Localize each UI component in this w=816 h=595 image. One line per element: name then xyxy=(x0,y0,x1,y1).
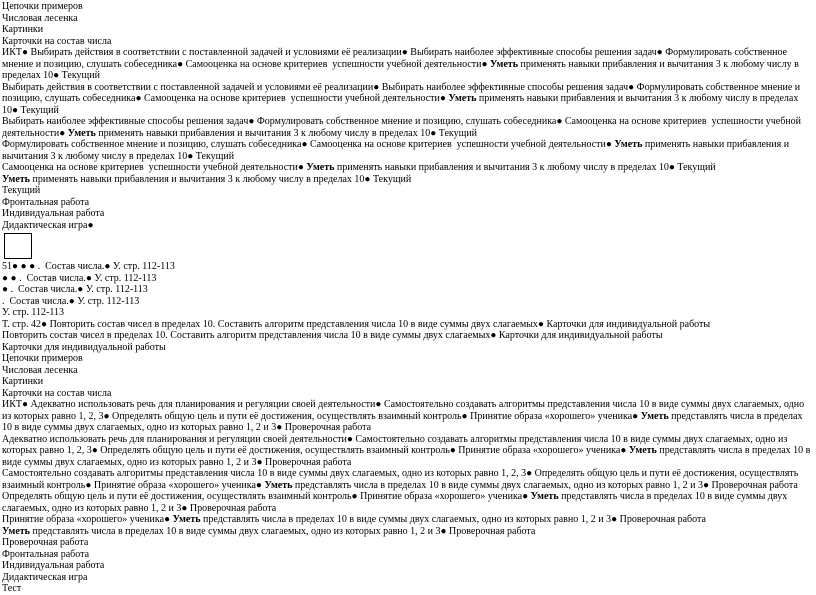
bold-keyword: Уметь xyxy=(306,162,335,173)
text-line-16: ● ● . Состав числа.● У. стр. 112-113 xyxy=(2,272,157,284)
text-line-10: Текущий xyxy=(2,185,41,196)
text-line-28: Адекватно использовать речь для планирования и регуляции своей деятельности● Самостоятельно создавать алгоритмы представления числа 10 в виде суммы двух слагаемых, одно из которых равно 1, 2, 3● Определять общую цель и пути её достижения, осуществлять взаимный контроль● Принятие образа «хорошего» ученика● Уметь представлять числа в пределах 10 в виде суммы двух слагаемых, одно из которых равно 1, 2 и 3● Проверочная работа xyxy=(2,433,813,468)
bold-keyword: Уметь xyxy=(614,139,643,150)
text-line-26: Карточки на состав числа xyxy=(2,387,112,399)
text-line-0: Цепочки примеров xyxy=(2,1,83,12)
text-line-37: Тест xyxy=(2,583,22,594)
text-line-18: . Состав числа.● У. стр. 112-113 xyxy=(2,295,140,307)
text-line-8: Самооценка на основе критериев успешности учебной деятельности● Уметь применять навыки прибавления и вычитания 3 к любому числу в пределах 10● Текущий xyxy=(2,162,716,173)
text-line-9: Уметь применять навыки прибавления и вычитания 3 к любому числу в пределах 10● Текущий xyxy=(2,173,412,185)
text-line-32: Уметь представлять числа в пределах 10 в виде суммы двух слагаемых, одно из которых равно 1, 2 и 3● Проверочная работа xyxy=(2,525,536,537)
text-line-29: Самостоятельно создавать алгоритмы представления числа 10 в виде суммы двух слагаемых, одно из которых равно 1, 2, 3● Определять общую цель и пути её достижения, осуществлять взаимный контроль● Принятие образа «хорошего» ученика● Уметь представлять числа в пределах 10 в виде суммы двух слагаемых, одно из которых равно 1, 2 и 3● Проверочная работа xyxy=(2,468,801,491)
text-line-27: ИКТ● Адекватно использовать речь для планирования и регуляции своей деятельности● Самостоятельно создавать алгоритмы представления числа 10 в виде суммы двух слагаемых, одно из которых равно 1, 2, 3● Определять общую цель и пути её достижения, осуществлять взаимный контроль● Принятие образа «хорошего» ученика● Уметь представлять числа в пределах 10 в виде суммы двух слагаемых, одно из которых равно 1, 2 и 3● Проверочная работа xyxy=(2,399,807,433)
bold-keyword: Уметь xyxy=(172,514,201,525)
bold-keyword: Уметь xyxy=(530,491,559,502)
text-line-15: 51● ● ● . Состав числа.● У. стр. 112-113 xyxy=(2,261,175,272)
text-line-7: Формулировать собственное мнение и позицию, слушать собеседника● Самооценка на основе критериев успешности учебной деятельности● Уметь применять навыки прибавления и вычитания 3 к любому числу в пределах 10● Текущий xyxy=(2,139,792,162)
text-line-12: Индивидуальная работа xyxy=(2,208,105,219)
text-line-2: Картинки xyxy=(2,24,44,35)
bold-keyword: Уметь xyxy=(628,445,657,456)
text-line-34: Фронтальная работа xyxy=(2,548,90,560)
bold-keyword: Уметь xyxy=(264,479,293,491)
bold-keyword: Уметь xyxy=(448,93,477,104)
text-line-25: Картинки xyxy=(2,376,44,387)
empty-image-frame xyxy=(4,233,32,259)
text-line-19: У. стр. 112-113 xyxy=(2,307,64,318)
bold-keyword: Уметь xyxy=(2,525,30,537)
text-line-17: ● . Состав числа.● У. стр. 112-113 xyxy=(2,284,148,295)
bold-keyword: Уметь xyxy=(67,127,96,139)
text-line-24: Числовая лесенка xyxy=(2,364,78,376)
text-line-1: Числовая лесенка xyxy=(2,12,78,24)
text-line-30: Определять общую цель и пути её достижения, осуществлять взаимный контроль● Принятие образа «хорошего» ученика● Уметь представлять числа в пределах 10 в виде суммы двух слагаемых, одно из которых равно 1, 2 и 3● Проверочная работа xyxy=(2,491,790,514)
text-line-20: Т. стр. 42● Повторить состав чисел в пределах 10. Составить алгоритм представления числа 10 в виде суммы двух слагаемых● Карточки для индивидуальной работы xyxy=(2,318,711,330)
text-line-31: Принятие образа «хорошего» ученика● Уметь представлять числа в пределах 10 в виде суммы двух слагаемых, одно из которых равно 1, 2 и 3● Проверочная работа xyxy=(2,514,706,525)
text-line-23: Цепочки примеров xyxy=(2,353,83,364)
text-line-36: Дидактическая игра xyxy=(2,571,88,583)
text-line-3: Карточки на состав числа xyxy=(2,35,112,47)
text-line-22: Карточки для индивидуальной работы xyxy=(2,341,166,353)
text-line-5: Выбирать действия в соответствии с поставленной задачей и условиями её реализации● Выбирать наиболее эффективные способы решения задач● Формулировать собственное мнение и позицию, слушать собеседника● Самооценка на основе критериев успешности учебной деятельности● Уметь применять навыки прибавления и вычитания 3 к любому числу в пределах 10● Текущий xyxy=(2,81,803,116)
text-line-6: Выбирать наиболее эффективные способы решения задач● Формулировать собственное мнение и позицию, слушать собеседника● Самооценка на основе критериев успешности учебной деятельности● Уметь применять навыки прибавления и вычитания 3 к любому числу в пределах 10● Текущий xyxy=(2,116,804,139)
text-line-35: Индивидуальная работа xyxy=(2,560,105,571)
bold-keyword: Уметь xyxy=(2,173,30,185)
bold-keyword: Уметь xyxy=(640,410,669,422)
text-line-21: Повторить состав чисел в пределах 10. Составить алгоритм представления числа 10 в виде суммы двух слагаемых● Карточки для индивидуальной работы xyxy=(2,330,663,341)
text-line-13: Дидактическая игра● xyxy=(2,219,94,231)
text-line-11: Фронтальная работа xyxy=(2,196,90,208)
bold-keyword: Уметь xyxy=(490,58,518,70)
text-line-4: ИКТ● Выбирать действия в соответствии с поставленной задачей и условиями её реализации● Выбирать наиболее эффективные способы решения задач● Формулировать собственное мнение и позицию, слушать собеседника● Самооценка на основе критериев успешности учебной деятельности● Уметь применять навыки прибавления и вычитания 3 к любому числу в пределах 10● Текущий xyxy=(2,47,802,81)
text-line-33: Проверочная работа xyxy=(2,537,89,548)
